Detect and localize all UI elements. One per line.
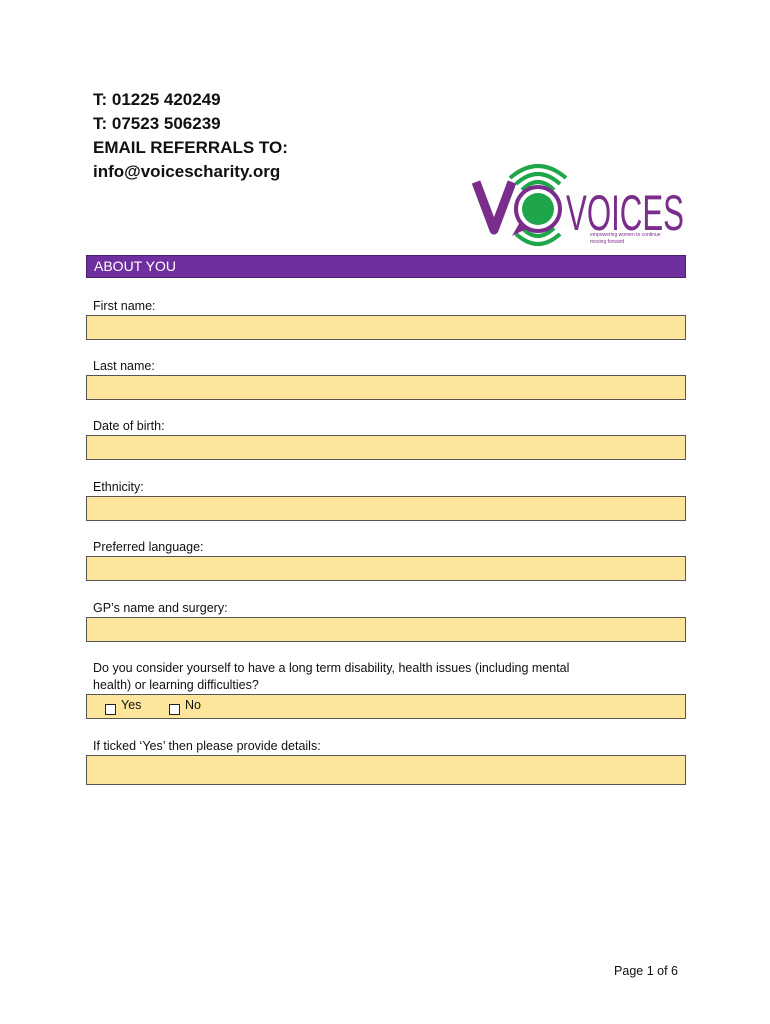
- voices-logo: [472, 152, 690, 258]
- no-label: No: [185, 698, 201, 712]
- phone-number-1: T: 01225 420249: [93, 90, 221, 109]
- contact-block: [93, 88, 288, 184]
- logo-tagline-line2: moving forward: [590, 239, 625, 245]
- logo-green-dot: [522, 193, 554, 225]
- disability-question: [93, 660, 673, 694]
- logo-letter-v: [476, 182, 512, 230]
- disability-question-line1: Do you consider yourself to have a long term disability, health issues (including mental: [93, 661, 570, 675]
- logo-letters: VOICES: [566, 185, 684, 241]
- disability-answer-row: [86, 694, 686, 719]
- disability-question-line2: health) or learning difficulties?: [93, 678, 259, 692]
- phone-number-2: T: 07523 506239: [93, 114, 221, 133]
- logo-tagline-line1: empowering women to continue: [590, 232, 661, 238]
- ethnicity-field[interactable]: [86, 496, 686, 521]
- details-label: If ticked ‘Yes’ then please provide details:: [93, 739, 321, 753]
- gp-field[interactable]: [86, 617, 686, 642]
- logo-bubble-tail: [512, 222, 528, 236]
- logo-tagline: [590, 232, 661, 246]
- section-title: ABOUT YOU: [94, 258, 176, 274]
- no-checkbox[interactable]: [169, 704, 180, 715]
- page-number: Page 1 of 6: [614, 964, 678, 978]
- gp-label: GP’s name and surgery:: [93, 601, 228, 615]
- yes-label: Yes: [121, 698, 142, 712]
- dob-field[interactable]: [86, 435, 686, 460]
- section-header-about-you: [86, 255, 686, 278]
- first-name-field[interactable]: [86, 315, 686, 340]
- dob-label: Date of birth:: [93, 419, 165, 433]
- details-field[interactable]: [86, 755, 686, 785]
- last-name-field[interactable]: [86, 375, 686, 400]
- last-name-label: Last name:: [93, 359, 155, 373]
- language-label: Preferred language:: [93, 540, 204, 554]
- ethnicity-label: Ethnicity:: [93, 480, 144, 494]
- yes-checkbox[interactable]: [105, 704, 116, 715]
- language-field[interactable]: [86, 556, 686, 581]
- email-address: info@voicescharity.org: [93, 162, 281, 181]
- first-name-label: First name:: [93, 299, 156, 313]
- email-heading: EMAIL REFERRALS TO:: [93, 138, 288, 157]
